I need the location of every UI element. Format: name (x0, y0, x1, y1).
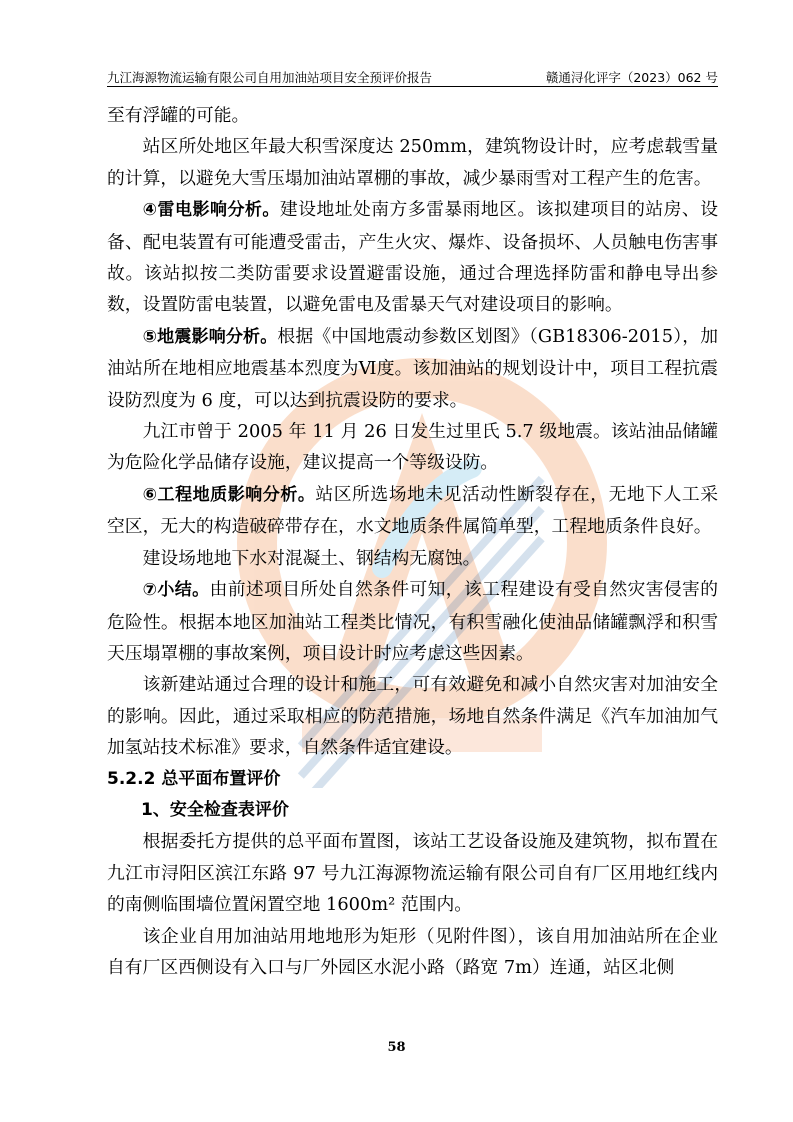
paragraph: 站区所处地区年最大积雪深度达 250mm，建筑物设计时，应考虑载雪量的计算，以避免大雪压塌加油站罩棚的事故，减少暴雨雪对工程产生的危害。 (107, 136, 718, 189)
paragraph-lightning: ④雷电影响分析。建设地址处南方多雷暴雨地区。该拟建项目的站房、设备、配电装置有可能遭受雷击，产生火灾、爆炸、设备损坏、人员触电伤害事故。该站拟按二类防雷要求设置避雷设施，通过合理选择防雷和静电导出参数，设置防雷电装置，以避免雷电及雷暴天气对建设项目的影响。 (107, 199, 718, 316)
paragraph: 该新建站通过合理的设计和施工，可有效避免和减小自然灾害对加油安全的影响。因此，通过采取相应的防范措施，场地自然条件满足《汽车加油加气加氢站技术标准》要求，自然条件适宜建设。 (107, 674, 718, 759)
page-number: 58 (387, 1040, 406, 1055)
paragraph-lead: ⑦小结。 (142, 580, 210, 601)
paragraph-earthquake: ⑤地震影响分析。根据《中国地震动参数区划图》（GB18306-2015），加油站所在地相应地震基本烈度为Ⅵ度。该加油站的规划设计中，项目工程抗震设防烈度为 6 度，可以达到抗震设防的要求。 (107, 325, 718, 411)
header-doc-number: 赣通浔化评字（2023）062 号 (545, 70, 718, 85)
paragraph: 建设场地地下水对混凝土、钢结构无腐蚀。 (142, 547, 481, 569)
paragraph-lead: ④雷电影响分析。 (142, 200, 280, 221)
paragraph: 根据委托方提供的总平面布置图，该站工艺设备设施及建筑物，拟布置在九江市浔阳区滨江东路 97 号九江海源物流运输有限公司自有厂区用地红线内的南侧临围墙位置闲置空地 1600m² 范围内。 (107, 831, 718, 916)
page-header (107, 66, 718, 87)
paragraph-lead: ⑤地震影响分析。 (142, 326, 278, 347)
header-report-title: 九江海源物流运输有限公司自用加油站项目安全预评价报告 (107, 70, 433, 85)
document-body (107, 100, 718, 983)
paragraph: 至有浮罐的可能。 (107, 105, 250, 126)
paragraph: 九江市曾于 2005 年 11 月 26 日发生过里氏 5.7 级地震。该站油品储罐为危险化学品储存设施，建议提高一个等级设防。 (107, 421, 718, 474)
section-heading: 5.2.2 总平面布置评价 (107, 768, 281, 789)
paragraph: 该企业自用加油站用地地形为矩形（见附件图），该自用加油站所在企业自有厂区西侧设有入口与厂外园区水泥小路（路宽 7m）连通，站区北侧 (107, 925, 718, 978)
paragraph-geology: ⑥工程地质影响分析。站区所选场地未见活动性断裂存在，无地下人工采空区，无大的构造破碎带存在，水文地质条件属简单型，工程地质条件良好。 (107, 483, 718, 538)
subsection-heading: 1、安全检查表评价 (141, 799, 289, 820)
paragraph-summary: ⑦小结。由前述项目所处自然条件可知，该工程建设有受自然灾害侵害的危险性。根据本地区加油站工程类比情况，有积雪融化使油品储罐飘浮和积雪天压塌罩棚的事故案例，项目设计时应考虑这些因素。 (107, 579, 718, 664)
paragraph-lead: ⑥工程地质影响分析。 (142, 484, 316, 505)
